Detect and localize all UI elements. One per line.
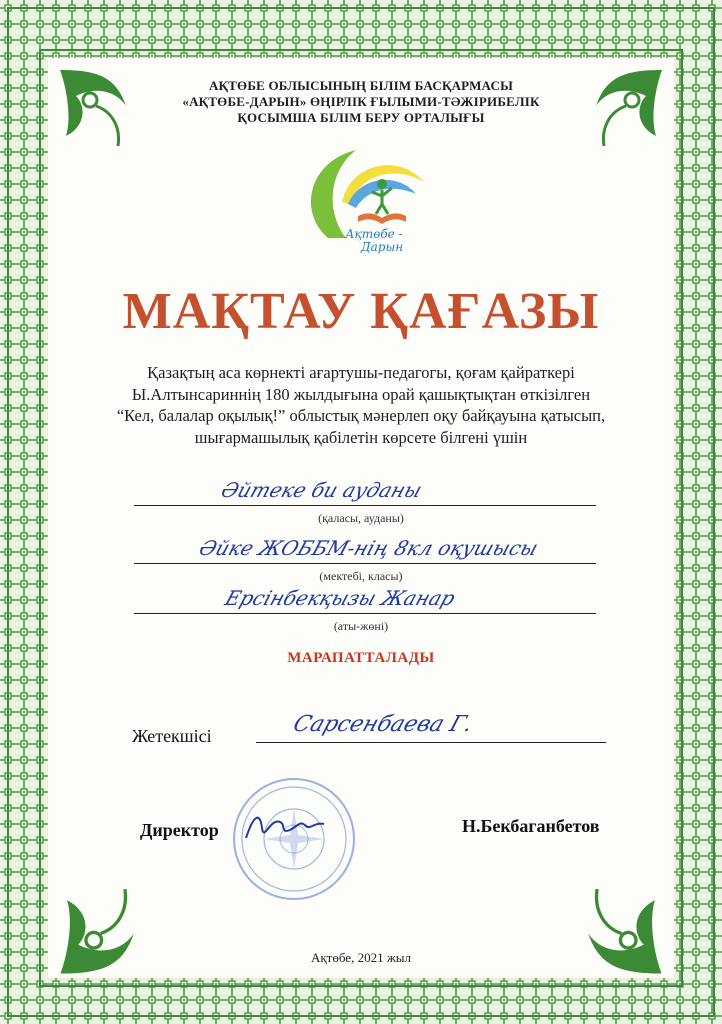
aktobe-daryn-logo: [298, 142, 430, 254]
svg-text:Дарын: Дарын: [360, 240, 404, 254]
body-line-3: “Кел, балалар оқылық!” облыстық мәнерлеп оқу байқауына қатысып,: [116, 406, 606, 425]
certificate-body: [0, 362, 722, 448]
name-caption: (аты-жөні): [333, 619, 389, 633]
organization-line-3: ҚОСЫМША БІЛІМ БЕРУ ОРТАЛЫҒЫ: [237, 110, 485, 125]
organization-line-1: АҚТӨБЕ ОБЛЫСЫНЫҢ БІЛІМ БАСҚАРМАСЫ: [208, 78, 514, 93]
supervisor-label: Жетекшісі: [132, 726, 212, 746]
supervisor-line: [256, 742, 606, 743]
organization-line-2: «АҚТӨБЕ-ДАРЫН» ӨҢІРЛІК ҒЫЛЫМИ-ТӘЖІРИБЕЛІК: [182, 94, 540, 109]
director-label: Директор: [140, 820, 219, 840]
logo-text: Ақтөбе -: [345, 227, 403, 241]
district-value: Әйтеке би ауданы: [218, 478, 426, 502]
school-caption: (мектебі, класы): [319, 569, 403, 583]
district-caption: (қаласы, ауданы): [318, 511, 404, 525]
certificate-title: МАҚТАУ ҚАҒАЗЫ: [122, 283, 600, 340]
supervisor-value: Сарсенбаева Г.: [289, 712, 476, 737]
award-text: МАРАПАТТАЛАДЫ: [287, 650, 435, 666]
district-line: [134, 505, 596, 506]
organization-header: [0, 78, 722, 126]
body-line-4: шығармашылық қабілетін көрсете білгені үшін: [194, 427, 528, 447]
name-value: Ерсінбекқызы Жанар: [222, 586, 459, 610]
school-value: Әйке ЖОББМ-нің 8кл оқушысы: [196, 536, 542, 560]
school-line: [134, 563, 596, 564]
director-name: Н.Бекбаганбетов: [462, 816, 600, 836]
body-line-1: Қазақтың аса көрнекті ағартушы-педагогы, қоғам қайраткері: [147, 363, 575, 382]
name-line: [134, 613, 596, 614]
body-line-2: Ы.Алтынсариннің 180 жылдығына орай қашықтықтан өткізілген: [131, 384, 591, 404]
director-signature: [240, 808, 330, 848]
footer-place-year: Ақтөбе, 2021 жыл: [310, 950, 412, 965]
